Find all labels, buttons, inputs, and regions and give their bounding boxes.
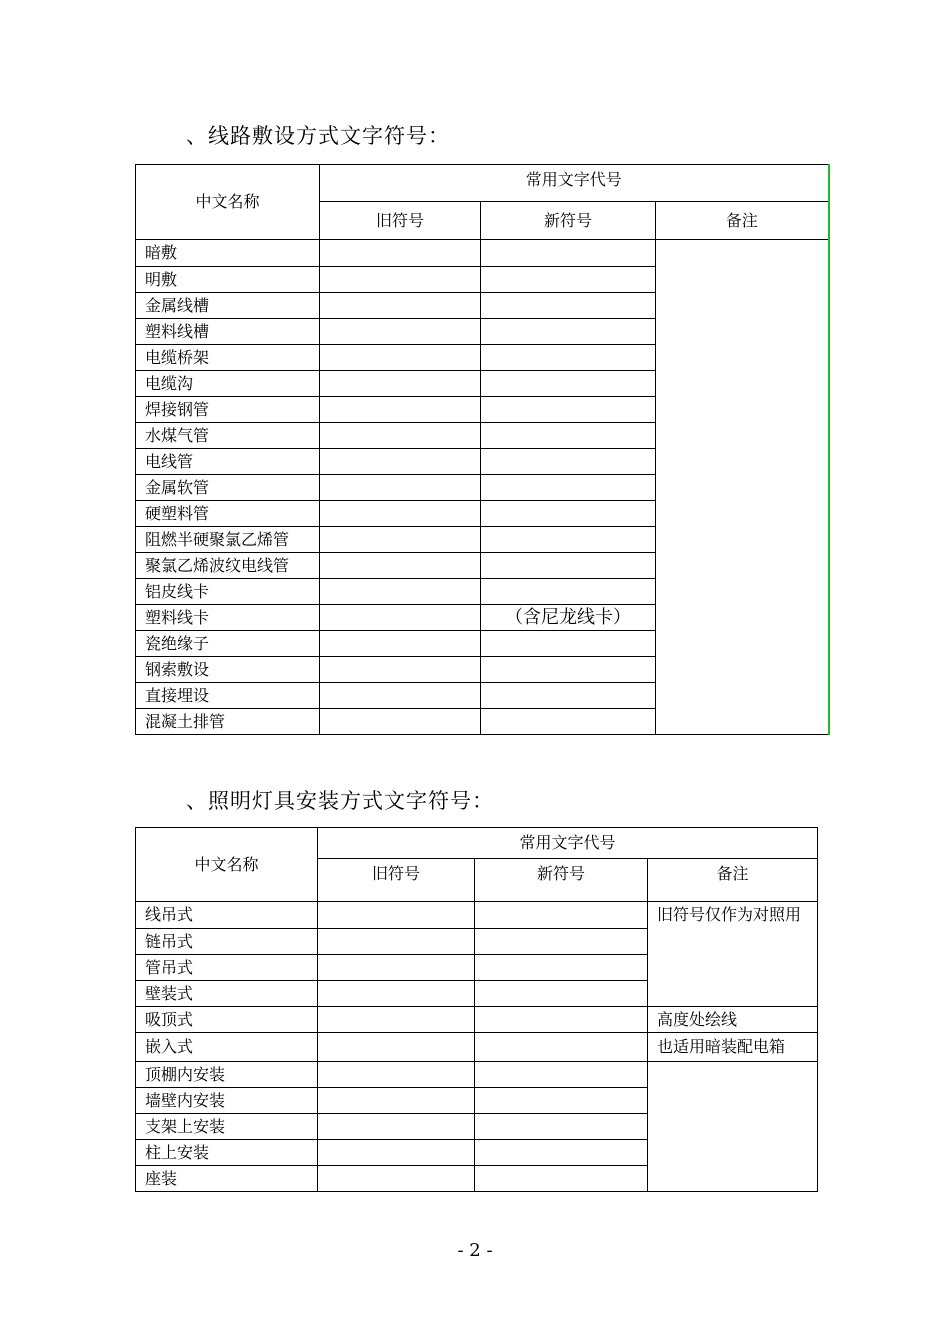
row-old bbox=[318, 1088, 475, 1114]
row-old bbox=[318, 1140, 475, 1166]
row-name: 塑料线槽 bbox=[136, 319, 320, 345]
row-old bbox=[318, 1166, 475, 1192]
row-old bbox=[320, 579, 481, 605]
row-old bbox=[320, 267, 481, 293]
row-new bbox=[481, 553, 656, 579]
row-old bbox=[318, 902, 475, 929]
row-new bbox=[475, 1033, 648, 1062]
header-old: 旧符号 bbox=[320, 202, 481, 240]
section1-heading: 、线路敷设方式文字符号： bbox=[186, 124, 450, 148]
row-new bbox=[481, 240, 656, 267]
row-old bbox=[318, 1062, 475, 1088]
row-new bbox=[481, 345, 656, 371]
note-rest bbox=[648, 1062, 818, 1192]
row-name: 混凝土排管 bbox=[136, 709, 320, 735]
row-name: 电缆桥架 bbox=[136, 345, 320, 371]
row-new bbox=[475, 1166, 648, 1192]
row-new bbox=[481, 501, 656, 527]
section2-heading: 、照明灯具安装方式文字符号： bbox=[186, 789, 494, 813]
header-group: 常用文字代号 bbox=[320, 165, 829, 202]
row-new bbox=[481, 709, 656, 735]
row-old bbox=[320, 371, 481, 397]
row-old bbox=[320, 397, 481, 423]
row-old bbox=[318, 1033, 475, 1062]
row-old bbox=[320, 475, 481, 501]
row-old bbox=[320, 527, 481, 553]
row-new bbox=[475, 1088, 648, 1114]
note-suspended: 旧符号仅作为对照用 bbox=[648, 902, 818, 1007]
row-old bbox=[318, 1007, 475, 1033]
row-name: 座装 bbox=[136, 1166, 318, 1192]
row-new bbox=[481, 449, 656, 475]
row-name: 瓷绝缘子 bbox=[136, 631, 320, 657]
row-old bbox=[320, 657, 481, 683]
wiring-method-table bbox=[135, 164, 830, 735]
row-new bbox=[481, 527, 656, 553]
row-name: 暗敷 bbox=[136, 240, 320, 267]
header-name: 中文名称 bbox=[136, 165, 320, 240]
row-name: 顶棚内安装 bbox=[136, 1062, 318, 1088]
row-new bbox=[475, 955, 648, 981]
lamp-installation-table bbox=[135, 827, 818, 1192]
note-ceiling: 高度处绘线 bbox=[648, 1007, 818, 1033]
row-new bbox=[481, 423, 656, 449]
row-new bbox=[481, 371, 656, 397]
row-new bbox=[475, 1062, 648, 1088]
row-new bbox=[481, 579, 656, 605]
header-note: 备注 bbox=[656, 202, 829, 240]
row-new bbox=[481, 267, 656, 293]
row-old bbox=[320, 293, 481, 319]
row-new bbox=[481, 319, 656, 345]
row-new bbox=[475, 981, 648, 1007]
row-name: 明敷 bbox=[136, 267, 320, 293]
row-new: （含尼龙线卡） bbox=[481, 605, 656, 631]
header-note: 备注 bbox=[648, 859, 818, 902]
row-name: 直接埋设 bbox=[136, 683, 320, 709]
row-old bbox=[320, 345, 481, 371]
row-name: 焊接钢管 bbox=[136, 397, 320, 423]
row-old bbox=[320, 240, 481, 267]
header-new: 新符号 bbox=[481, 202, 656, 240]
row-name: 链吊式 bbox=[136, 929, 318, 955]
header-new: 新符号 bbox=[475, 859, 648, 902]
row-old bbox=[320, 605, 481, 631]
row-old bbox=[318, 1114, 475, 1140]
row-old bbox=[320, 709, 481, 735]
note-merged bbox=[656, 240, 829, 735]
row-old bbox=[320, 319, 481, 345]
row-name: 塑料线卡 bbox=[136, 605, 320, 631]
row-old bbox=[320, 553, 481, 579]
row-old bbox=[318, 955, 475, 981]
header-name: 中文名称 bbox=[136, 828, 318, 902]
header-old: 旧符号 bbox=[318, 859, 475, 902]
row-new bbox=[475, 1114, 648, 1140]
row-name: 电线管 bbox=[136, 449, 320, 475]
row-name: 壁装式 bbox=[136, 981, 318, 1007]
row-name: 聚氯乙烯波纹电线管 bbox=[136, 553, 320, 579]
row-name: 电缆沟 bbox=[136, 371, 320, 397]
row-name: 钢索敷设 bbox=[136, 657, 320, 683]
row-new bbox=[481, 631, 656, 657]
row-old bbox=[320, 631, 481, 657]
row-old bbox=[320, 501, 481, 527]
row-old bbox=[320, 683, 481, 709]
row-new bbox=[475, 929, 648, 955]
row-name: 柱上安装 bbox=[136, 1140, 318, 1166]
row-name: 线吊式 bbox=[136, 902, 318, 929]
row-name: 硬塑料管 bbox=[136, 501, 320, 527]
page-number: - 2 - bbox=[457, 1240, 493, 1261]
row-name: 嵌入式 bbox=[136, 1033, 318, 1062]
row-name: 金属软管 bbox=[136, 475, 320, 501]
row-name: 支架上安装 bbox=[136, 1114, 318, 1140]
row-new bbox=[481, 657, 656, 683]
row-old bbox=[318, 929, 475, 955]
header-group: 常用文字代号 bbox=[318, 828, 818, 859]
row-new bbox=[475, 1140, 648, 1166]
row-name: 铝皮线卡 bbox=[136, 579, 320, 605]
row-old bbox=[320, 423, 481, 449]
row-new bbox=[475, 1007, 648, 1033]
row-new bbox=[475, 902, 648, 929]
row-old bbox=[320, 449, 481, 475]
row-name: 吸顶式 bbox=[136, 1007, 318, 1033]
row-new bbox=[481, 683, 656, 709]
row-name: 金属线槽 bbox=[136, 293, 320, 319]
row-name: 阻燃半硬聚氯乙烯管 bbox=[136, 527, 320, 553]
row-new bbox=[481, 475, 656, 501]
note-embedded: 也适用暗装配电箱 bbox=[648, 1033, 818, 1062]
row-name: 管吊式 bbox=[136, 955, 318, 981]
row-old bbox=[318, 981, 475, 1007]
row-new bbox=[481, 293, 656, 319]
row-name: 墙壁内安装 bbox=[136, 1088, 318, 1114]
row-name: 水煤气管 bbox=[136, 423, 320, 449]
row-new bbox=[481, 397, 656, 423]
